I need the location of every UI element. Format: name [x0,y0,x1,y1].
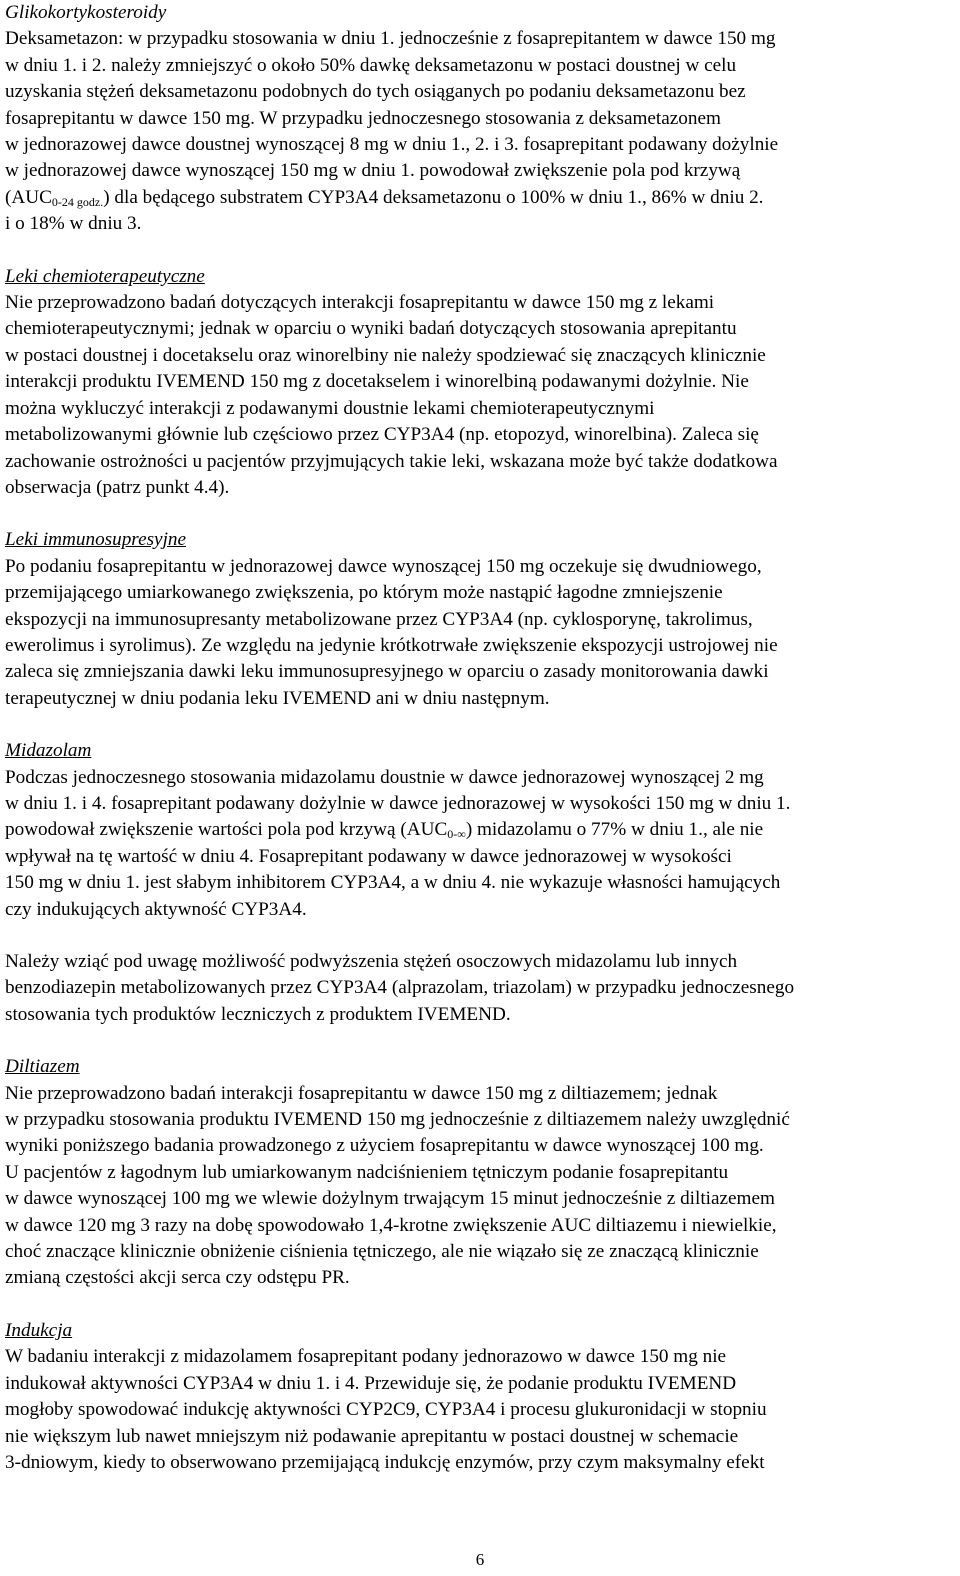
text-line: zaleca się zmniejszania dawki leku immunosupresyjnego w oparciu o zasady monitorowania dawki [5,661,769,683]
text-line: w dniu 1. i 4. fosaprepitant podawany dożylnie w dawce jednorazowej w wysokości 150 mg w dniu 1. [5,792,791,814]
text-line: 150 mg w dniu 1. jest słabym inhibitorem CYP3A4, a w dniu 4. nie wykazuje własności hamujących [5,872,781,894]
text-line: indukował aktywności CYP3A4 w dniu 1. i 4. Przewiduje się, że podanie produktu IVEMEND [5,1372,737,1394]
section-induction [5,1318,957,1476]
text-line: interakcji produktu IVEMEND 150 mg z docetakselem i winorelbiną podawanymi dożylnie. Nie [5,371,749,393]
text-line: w przypadku stosowania produktu IVEMEND 150 mg jednocześnie z diltiazemem należy uwzględnić [5,1109,790,1131]
text-line: w postaci doustnej i docetakselu oraz winorelbiny nie należy spodziewać się znaczących klinicznie [5,344,766,366]
section-title: Midazolam [5,740,92,762]
text-line: czy indukujących aktywność CYP3A4. [5,898,307,920]
text-line: można wykluczyć interakcji z podawanymi doustnie lekami chemioterapeutycznymi [5,397,655,419]
section-glucocorticoids [5,0,957,238]
auc-suffix: ) dla będącego substratem CYP3A4 deksametazonu o 100% w dniu 1., 86% w dniu 2. [103,186,764,208]
text-line: W badaniu interakcji z midazolamem fosaprepitant podany jednorazowo w dawce 150 mg nie [5,1346,727,1368]
section-diltiazem [5,1054,957,1292]
text-line: wyniki poniższego badania prowadzonego z użyciem fosaprepitantu w dawce wynoszącej 100 mg. [5,1135,764,1157]
auc-subscript: 0-∞ [447,827,466,842]
text-line: i o 18% w dniu 3. [5,213,142,235]
text-line: terapeutycznej w dniu podania leku IVEMEND ani w dniu następnym. [5,687,550,709]
text-line: w jednorazowej dawce wynoszącej 150 mg w dniu 1. powodował zwiększenie pola pod krzywą [5,160,741,182]
text-line: 3-dniowym, kiedy to obserwowano przemijającą indukcję enzymów, przy czym maksymalny efekt [5,1451,765,1473]
text-line: mogłoby spowodować indukcję aktywności CYP2C9, CYP3A4 i procesu glukuronidacji w stopniu [5,1399,767,1421]
text-line: zmianą częstości akcji serca czy odstępu PR. [5,1267,350,1289]
text-line: ekspozycji na immunosupresanty metabolizowane przez CYP3A4 (np. cyklosporynę, takrolimus, [5,608,753,630]
section-title: Leki immunosupresyjne [5,529,187,551]
text-line: Po podaniu fosaprepitantu w jednorazowej dawce wynoszącej 150 mg oczekuje się dwudniowego, [5,555,762,577]
section-midazolam-note [5,949,957,1028]
auc-line [5,185,957,211]
text-line: w dniu 1. i 2. należy zmniejszyć o około 50% dawkę deksametazonu w postaci doustnej w celu [5,54,737,76]
text-line: Deksametazon: w przypadku stosowania w dniu 1. jednocześnie z fosaprepitantem w dawce 150 mg [5,28,776,50]
page-number: 6 [475,1550,485,1569]
section-title: Diltiazem [5,1056,80,1078]
text-line: nie większym lub nawet mniejszym niż podawanie aprepitantu w postaci doustnej w schemacie [5,1425,739,1447]
document-page [5,0,957,1476]
section-title: Indukcja [5,1319,73,1341]
auc-suffix: ) midazolamu o 77% w dniu 1., ale nie [465,819,764,841]
auc-line [5,817,957,843]
section-immunosuppressants [5,527,957,712]
text-line: wpływał na tę wartość w dniu 4. Fosaprepitant podawany w dawce jednorazowej w wysokości [5,845,732,867]
auc-prefix: powodował zwiększenie wartości pola pod krzywą (AUC [5,819,448,841]
section-midazolam [5,738,957,923]
section-title: Leki chemioterapeutyczne [5,265,205,287]
text-line: stosowania tych produktów leczniczych z produktem IVEMEND. [5,1003,511,1025]
text-line: fosaprepitantu w dawce 150 mg. W przypadku jednoczesnego stosowania z deksametazonem [5,107,721,129]
text-line: w dawce wynoszącej 100 mg we wlewie dożylnym trwającym 15 minut jednocześnie z diltiazemem [5,1188,775,1210]
text-line: benzodiazepin metabolizowanych przez CYP3A4 (alprazolam, triazolam) w przypadku jednoczesnego [5,977,795,999]
text-line: obserwacja (patrz punkt 4.4). [5,476,230,498]
text-line: Należy wziąć pod uwagę możliwość podwyższenia stężeń osoczowych midazolamu lub innych [5,951,738,972]
text-line: uzyskania stężeń deksametazonu podobnych do tych osiąganych po podaniu deksametazonu bez [5,81,746,103]
text-line: zachowanie ostrożności u pacjentów przyjmujących takie leki, wskazana może być także dodatkowa [5,450,778,472]
text-line: metabolizowanymi głównie lub częściowo przez CYP3A4 (np. etopozyd, winorelbina). Zaleca się [5,424,759,446]
text-line: w dawce 120 mg 3 razy na dobę spowodowało 1,4-krotne zwiększenie AUC diltiazemu i niewielkie, [5,1214,777,1236]
text-line: chemioterapeutycznymi; jednak w oparciu o wyniki badań dotyczących stosowania aprepitantu [5,318,737,340]
text-line: Podczas jednoczesnego stosowania midazolamu doustnie w dawce jednorazowej wynoszącej 2 mg [5,766,764,788]
text-line: ewerolimus i syrolimus). Ze względu na jedynie krótkotrwałe zwiększenie ekspozycji ustrojowej nie [5,634,778,656]
text-line: w jednorazowej dawce doustnej wynoszącej 8 mg w dniu 1., 2. i 3. fosaprepitant podawany dożylnie [5,134,779,156]
text-line: choć znaczące klinicznie obniżenie ciśnienia tętniczego, ale nie wiązało się ze znaczącą klinicznie [5,1241,759,1263]
text-line: U pacjentów z łagodnym lub umiarkowanym nadciśnieniem tętniczym podanie fosaprepitantu [5,1161,729,1183]
section-chemotherapy [5,264,957,502]
text-line: Nie przeprowadzono badań dotyczących interakcji fosaprepitantu w dawce 150 mg z lekami [5,292,715,314]
text-line: przemijającego umiarkowanego zwiększenia, po którym może nastąpić łagodne zmniejszenie [5,582,723,604]
auc-subscript: 0-24 godz. [51,194,104,209]
auc-prefix: (AUC [5,186,52,208]
text-line: Nie przeprowadzono badań interakcji fosaprepitantu w dawce 150 mg z diltiazemem; jednak [5,1082,718,1104]
section-title: Glikokortykosteroidy [5,2,167,23]
